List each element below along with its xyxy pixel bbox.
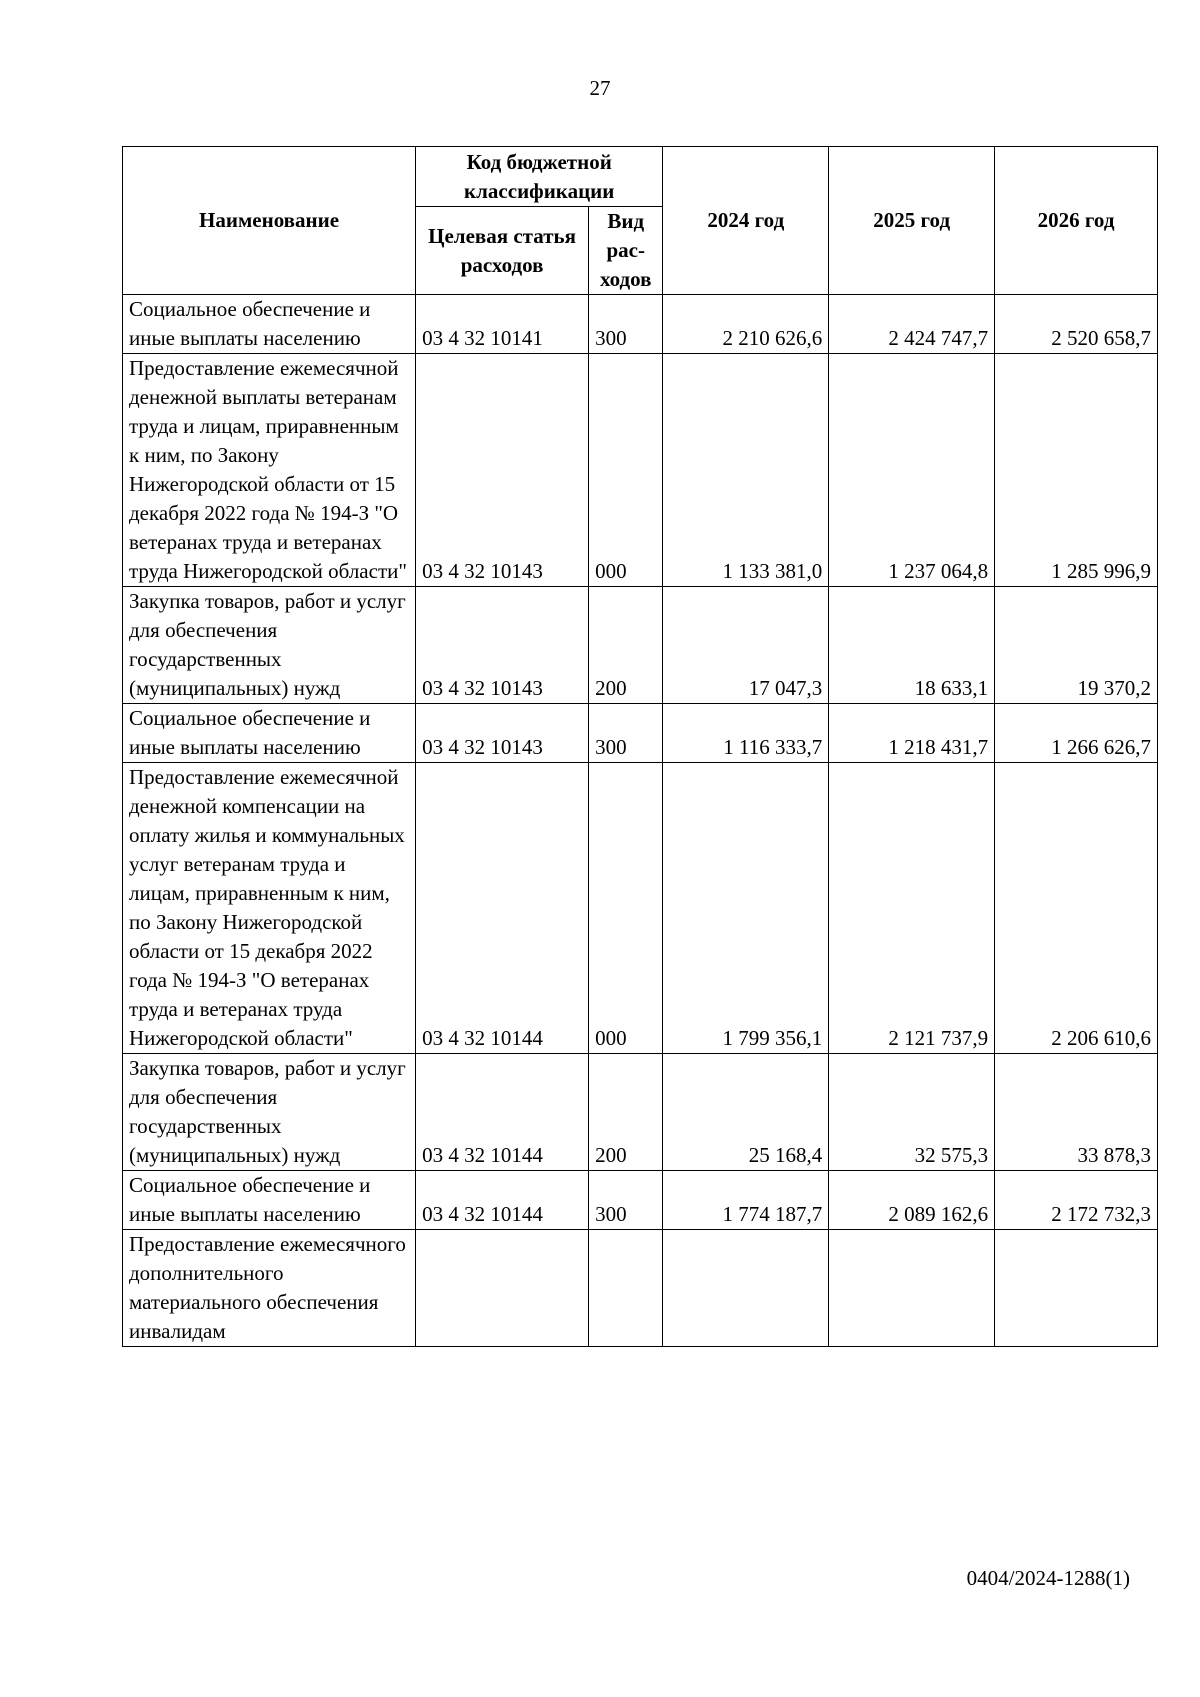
row-2024: 2 210 626,6 (663, 295, 829, 354)
row-code: 03 4 32 10144 (416, 763, 589, 1054)
header-name: Наименование (123, 147, 416, 295)
row-type: 000 (589, 354, 663, 587)
row-name: Предоставление ежемесячной денежной выплаты ветеранам труда и лицам, приравненным к ним, по Закону Нижегородской области от 15 декабря 2022 года № 194-З "О ветеранах труда и ветеранах труда Нижегородской области" (123, 354, 416, 587)
header-code-group: Код бюджетной классификации (416, 147, 663, 207)
row-code: 03 4 32 10144 (416, 1171, 589, 1230)
table-row (123, 587, 1158, 704)
row-2026: 2 172 732,3 (995, 1171, 1158, 1230)
row-2026 (995, 1230, 1158, 1347)
row-type: 200 (589, 587, 663, 704)
row-2025: 2 089 162,6 (829, 1171, 995, 1230)
row-2025: 2 121 737,9 (829, 763, 995, 1054)
row-code: 03 4 32 10143 (416, 354, 589, 587)
row-name: Социальное обеспечение и иные выплаты населению (123, 1171, 416, 1230)
row-code: 03 4 32 10143 (416, 587, 589, 704)
row-2024: 25 168,4 (663, 1054, 829, 1171)
header-year-2024: 2024 год (663, 147, 829, 295)
row-code: 03 4 32 10144 (416, 1054, 589, 1171)
row-type: 000 (589, 763, 663, 1054)
row-2026: 33 878,3 (995, 1054, 1158, 1171)
table-row (123, 1171, 1158, 1230)
header-year-2026: 2026 год (995, 147, 1158, 295)
row-2025: 1 237 064,8 (829, 354, 995, 587)
table-row (123, 1230, 1158, 1347)
row-type: 300 (589, 295, 663, 354)
row-2024 (663, 1230, 829, 1347)
row-name: Закупка товаров, работ и услуг для обеспечения государственных (муниципальных) нужд (123, 587, 416, 704)
header-year-2025: 2025 год (829, 147, 995, 295)
header-expense-type: Вид рас-ходов (589, 207, 663, 295)
row-name: Социальное обеспечение и иные выплаты населению (123, 704, 416, 763)
row-2026: 2 206 610,6 (995, 763, 1158, 1054)
row-code: 03 4 32 10141 (416, 295, 589, 354)
row-2026: 1 285 996,9 (995, 354, 1158, 587)
row-code: 03 4 32 10143 (416, 704, 589, 763)
table-row (123, 704, 1158, 763)
row-name: Предоставление ежемесячной денежной компенсации на оплату жилья и коммунальных услуг ветеранам труда и лицам, приравненным к ним, по Закону Нижегородской области от 15 декабря 2022 года № 194-З "О ветеранах труда и ветеранах труда Нижегородской области" (123, 763, 416, 1054)
page-number: 27 (589, 76, 611, 100)
table-row (123, 1054, 1158, 1171)
row-2025: 2 424 747,7 (829, 295, 995, 354)
row-name: Социальное обеспечение и иные выплаты населению (123, 295, 416, 354)
row-2024: 1 116 333,7 (663, 704, 829, 763)
row-2026: 2 520 658,7 (995, 295, 1158, 354)
row-2026: 19 370,2 (995, 587, 1158, 704)
table-row (123, 295, 1158, 354)
row-2025: 18 633,1 (829, 587, 995, 704)
row-type: 300 (589, 1171, 663, 1230)
row-2024: 1 799 356,1 (663, 763, 829, 1054)
row-2026: 1 266 626,7 (995, 704, 1158, 763)
row-2025: 1 218 431,7 (829, 704, 995, 763)
header-target-article: Целевая статья расходов (416, 207, 589, 295)
row-2025 (829, 1230, 995, 1347)
row-type: 200 (589, 1054, 663, 1171)
row-2024: 1 774 187,7 (663, 1171, 829, 1230)
row-name: Закупка товаров, работ и услуг для обеспечения государственных (муниципальных) нужд (123, 1054, 416, 1171)
row-name: Предоставление ежемесячного дополнительного материального обеспечения инвалидам (123, 1230, 416, 1347)
row-code (416, 1230, 589, 1347)
table-row (123, 354, 1158, 587)
document-id: 0404/2024-1288(1) (966, 1566, 1130, 1590)
row-type (589, 1230, 663, 1347)
row-2024: 1 133 381,0 (663, 354, 829, 587)
row-2024: 17 047,3 (663, 587, 829, 704)
row-type: 300 (589, 704, 663, 763)
row-2025: 32 575,3 (829, 1054, 995, 1171)
budget-table (122, 146, 1158, 1347)
table-row (123, 763, 1158, 1054)
